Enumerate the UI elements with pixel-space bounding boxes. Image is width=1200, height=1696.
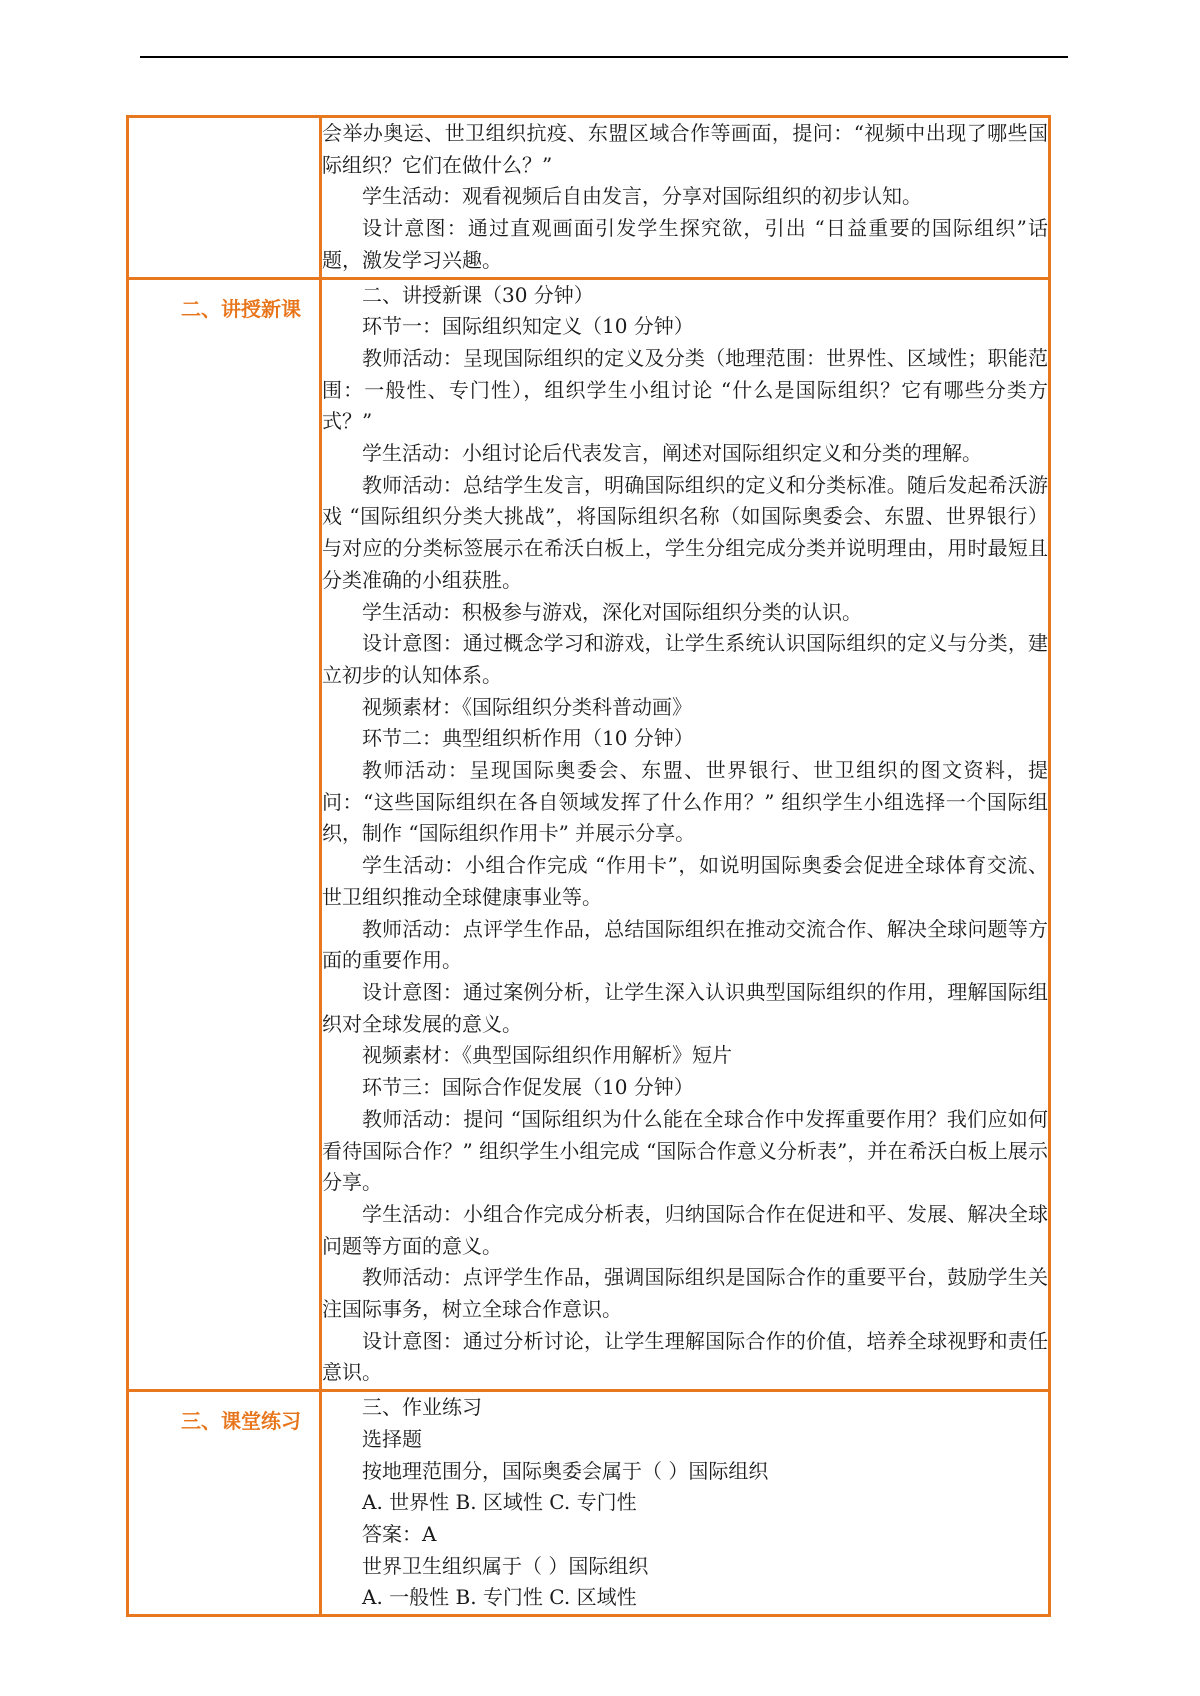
content-paragraph: 设计意图：通过案例分析，让学生深入认识典型国际组织的作用，理解国际组织对全球发展的意义。: [322, 979, 1048, 1036]
new-lesson-row: [128, 278, 1050, 1391]
header-rule: [140, 56, 1068, 58]
content-paragraph: 三、作业练习: [362, 1395, 482, 1420]
content-paragraph: 世界卫生组织属于（ ）国际组织: [362, 1553, 649, 1578]
content-paragraph: 设计意图：通过分析讨论，让学生理解国际合作的价值，培养全球视野和责任意识。: [322, 1328, 1048, 1385]
content-paragraph: 会举办奥运、世卫组织抗疫、东盟区域合作等画面，提问：“视频中出现了哪些国际组织？它们在做什么？”: [322, 121, 1048, 177]
content-paragraph: 视频素材：《典型国际组织作用解析》短片: [362, 1043, 732, 1068]
content-paragraph: 二、讲授新课（30 分钟）: [362, 282, 594, 307]
content-paragraph: 教师活动：呈现国际组织的定义及分类（地理范围：世界性、区域性；职能范围：一般性、专门性），组织学生小组讨论 “什么是国际组织？它有哪些分类方式？”: [322, 345, 1048, 434]
content-paragraph: 教师活动：总结学生发言，明确国际组织的定义和分类标准。随后发起希沃游戏 “国际组织分类大挑战”，将国际组织名称（如国际奥委会、东盟、世界银行）与对应的分类标签展示在希沃白板上，学生分组完成分类并说明理由，用时最短且分类准确的小组获胜。: [322, 472, 1048, 592]
content-paragraph: 环节三：国际合作促发展（10 分钟）: [362, 1075, 694, 1100]
content-paragraph: 视频素材：《国际组织分类科普动画》: [362, 694, 692, 719]
section-label-cell: [128, 117, 321, 279]
content-paragraph: 教师活动：点评学生作品，强调国际组织是国际合作的重要平台，鼓励学生关注国际事务，树立全球合作意识。: [322, 1265, 1048, 1322]
content-paragraph: 按地理范围分，国际奥委会属于（ ）国际组织: [362, 1458, 769, 1483]
content-paragraph: 设计意图：通过直观画面引发学生探究欲，引出 “日益重要的国际组织”话题，激发学习兴趣。: [322, 216, 1048, 272]
content-paragraph: A. 世界性 B. 区域性 C. 专门性: [362, 1490, 637, 1515]
section-label-cell: [128, 1391, 321, 1616]
content-paragraph: 学生活动：小组合作完成 “作用卡”，如说明国际奥委会促进全球体育交流、世卫组织推动全球健康事业等。: [322, 853, 1048, 909]
content-paragraph: 学生活动：观看视频后自由发言，分享对国际组织的初步认知。: [362, 184, 922, 209]
content-paragraph: 学生活动：小组合作完成分析表，归纳国际合作在促进和平、发展、解决全球问题等方面的意义。: [322, 1201, 1048, 1258]
content-paragraph: 选择题: [362, 1426, 422, 1451]
content-paragraph: 设计意图：通过概念学习和游戏，让学生系统认识国际组织的定义与分类，建立初步的认知体系。: [322, 631, 1048, 687]
content-paragraph: A. 一般性 B. 专门性 C. 区域性: [362, 1585, 637, 1610]
content-paragraph: 学生活动：积极参与游戏，深化对国际组织分类的认识。: [362, 599, 862, 624]
section-content-cell: [321, 117, 1050, 279]
section-label: 二、讲授新课: [181, 296, 301, 321]
content-paragraph: 环节二：典型组织析作用（10 分钟）: [362, 726, 694, 751]
section-label: 三、课堂练习: [181, 1409, 301, 1434]
section-label: [129, 118, 319, 131]
lesson-plan-table: [126, 115, 1051, 1617]
section-content-cell: [321, 1391, 1050, 1616]
content-paragraph: 教师活动：呈现国际奥委会、东盟、世界银行、世卫组织的图文资料，提问：“这些国际组织在各自领域发挥了什么作用？” 组织学生小组选择一个国际组织，制作 “国际组织作用卡” 并展示分享。: [322, 758, 1048, 846]
content-paragraph: 答案：A: [362, 1521, 437, 1546]
content-paragraph: 环节一：国际组织知定义（10 分钟）: [362, 314, 694, 339]
content-paragraph: 教师活动：提问 “国际组织为什么能在全球合作中发挥重要作用？我们应如何看待国际合作？” 组织学生小组完成 “国际合作意义分析表”，并在希沃白板上展示分享。: [322, 1106, 1048, 1195]
practice-row: [128, 1391, 1050, 1616]
section-content-cell: [321, 278, 1050, 1391]
intro-row: [128, 117, 1050, 279]
content-paragraph: 教师活动：点评学生作品，总结国际组织在推动交流合作、解决全球问题等方面的重要作用。: [322, 916, 1048, 973]
content-paragraph: 学生活动：小组讨论后代表发言，阐述对国际组织定义和分类的理解。: [362, 441, 982, 466]
section-label-cell: [128, 278, 321, 1391]
